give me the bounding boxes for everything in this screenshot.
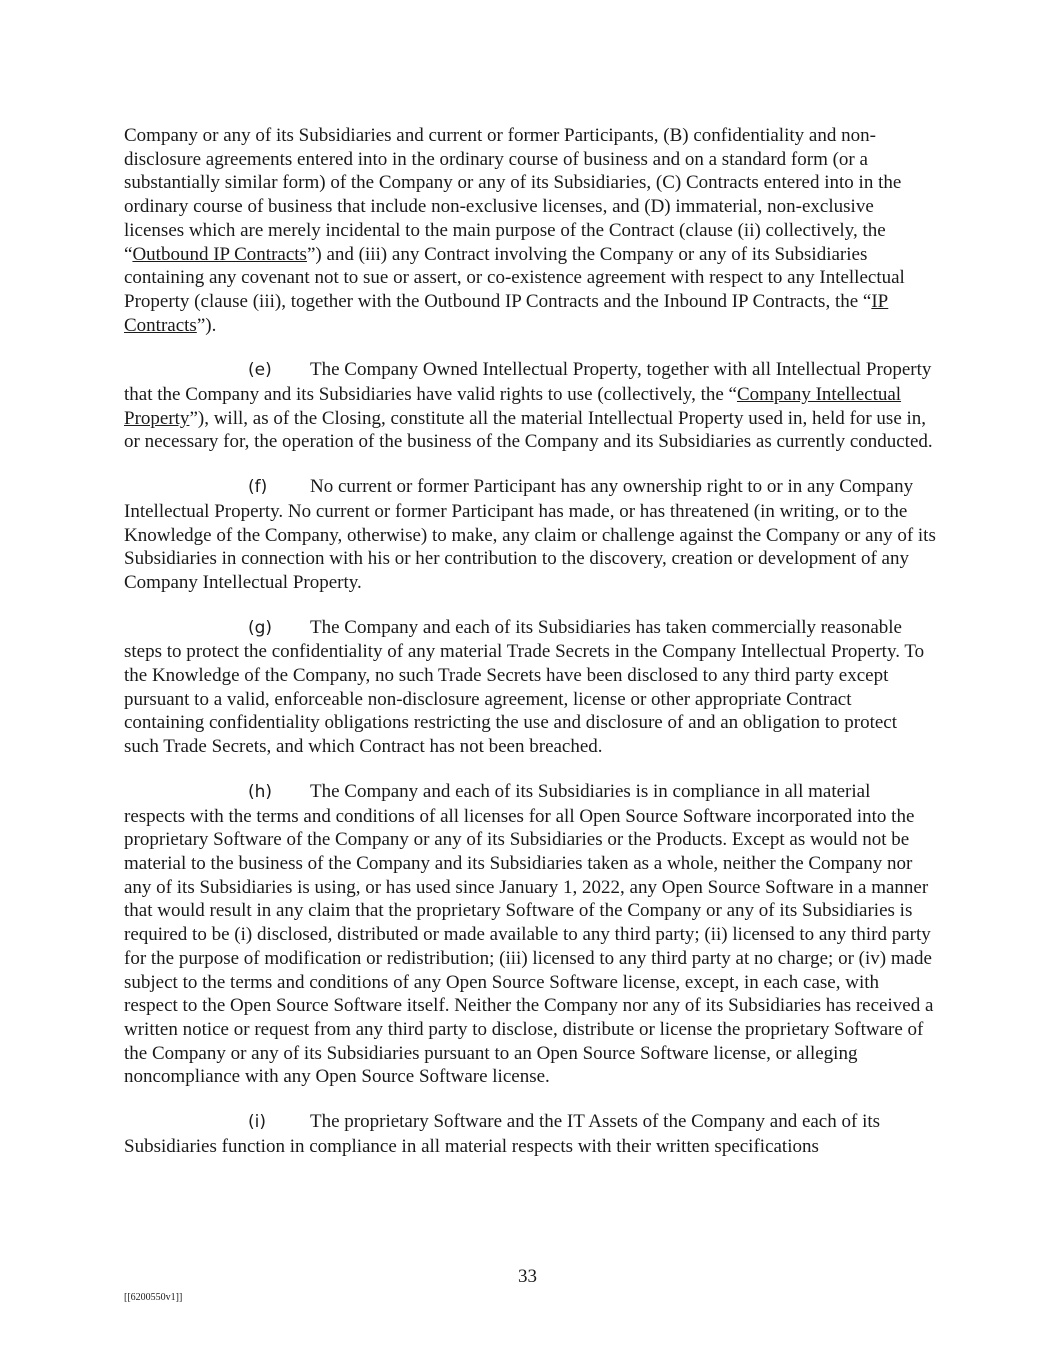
paragraph-intro xyxy=(124,124,936,337)
document-body xyxy=(124,124,936,1179)
paragraph-g-text: The Company and each of its Subsidiaries has taken commercially reasonable steps to protect the confidentiality of any material Trade Secrets in the Company Intellectual Property. To the Knowledge of the Company, no such Trade Secrets have been disclosed to any third party except pursuant to a valid, enforceable non-disclosure agreement, license or other appropriate Contract containing confidentiality obligations restricting the use and disclosure of and an obligation to protect such Trade Secrets, and which Contract has not been breached. xyxy=(124,616,925,758)
paragraph-e xyxy=(124,358,936,454)
clause-label-h: (h) xyxy=(248,781,273,802)
page-number: 33 xyxy=(518,1266,537,1287)
paragraph-i-text: The proprietary Software and the IT Assets of the Company and each of its Subsidiaries function in compliance in all material respects with their written specifications xyxy=(124,1111,881,1157)
paragraph-g xyxy=(124,616,936,759)
paragraph-f xyxy=(124,475,936,595)
defined-term-company-intellectual-property: Company Intellectual Property xyxy=(124,384,902,429)
defined-term-ip-contracts: IP Contracts xyxy=(124,290,889,336)
clause-label-g: (g) xyxy=(248,617,273,638)
document-id: [[6200550v1]] xyxy=(124,1292,183,1303)
clause-label-f: (f) xyxy=(248,477,268,498)
defined-term-outbound-ip-contracts: Outbound IP Contracts xyxy=(132,243,307,265)
paragraph-h xyxy=(124,780,936,1089)
paragraph-f-text: No current or former Participant has any ownership right to or in any Company Intellectual Property. No current or former Participant has made, or has threatened (in writing, or to the Knowledge of the Company, otherwise) to make, any claim or challenge against the Company or any of its Subsidiaries in connection with his or her contribution to the discovery, creation or development of any Company Intellectual Property. xyxy=(124,476,936,593)
paragraph-i xyxy=(124,1110,936,1158)
paragraph-intro-text-3: ”). xyxy=(196,314,217,336)
paragraph-intro-text-2: ”) and (iii) any Contract involving the Company or any of its Subsidiaries containing any covenant not to sue or assert, or co-existence agreement with respect to any Intellectual Property (clause (iii), together with the Outbound IP Contracts and the Inbound IP Contracts, the “ xyxy=(124,243,905,312)
paragraph-e-text-2: ”), will, as of the Closing, constitute all the material Intellectual Property used in, held for use in, or necessary for, the operation of the business of the Company and its Subsidiaries as currently conducted. xyxy=(124,407,933,453)
paragraph-h-text: The Company and each of its Subsidiaries is in compliance in all material respects with the terms and conditions of all licenses for all Open Source Software incorporated into the proprietary Software of the Company or any of its Subsidiaries or the Products. Except as would not be material to the business of the Company and its Subsidiaries taken as a whole, neither the Company nor any of its Subsidiaries is using, or has used since January 1, 2022, any Open Source Software in a manner that would result in any claim that the proprietary Software of the Company or any of its Subsidiaries is required to be (i) disclosed, distributed or made available to any third party; (ii) licensed to any third party for the purpose of modification or redistribution; (iii) licensed to any third party at no charge; or (iv) made subject to the terms and conditions of any Open Source Software license, except, in each case, with respect to the Open Source Software itself. Neither the Company nor any of its Subsidiaries has received a written notice or request from any third party to disclose, distribute or license the proprietary Software of the Company or any of its Subsidiaries pursuant to an Open Source Software license, or alleging noncompliance with any Open Source Software license. xyxy=(124,780,934,1088)
paragraph-intro-text-1: Company or any of its Subsidiaries and current or former Participants, (B) confidentiality and non-disclosure agreements entered into in the ordinary course of business and on a standard form (or a substantially similar form) of the Company or any of its Subsidiaries, (C) Contracts entered into in the ordinary course of business that include non-exclusive licenses, and (D) immaterial, non-exclusive licenses which are merely incidental to the main purpose of the Contract (clause (ii) collectively, the “ xyxy=(124,125,902,265)
paragraph-e-text-1: The Company Owned Intellectual Property, together with all Intellectual Property that the Company and its Subsidiaries have valid rights to use (collectively, the “ xyxy=(124,359,932,406)
clause-label-i: (i) xyxy=(248,1112,266,1133)
clause-label-e: (e) xyxy=(248,360,272,381)
